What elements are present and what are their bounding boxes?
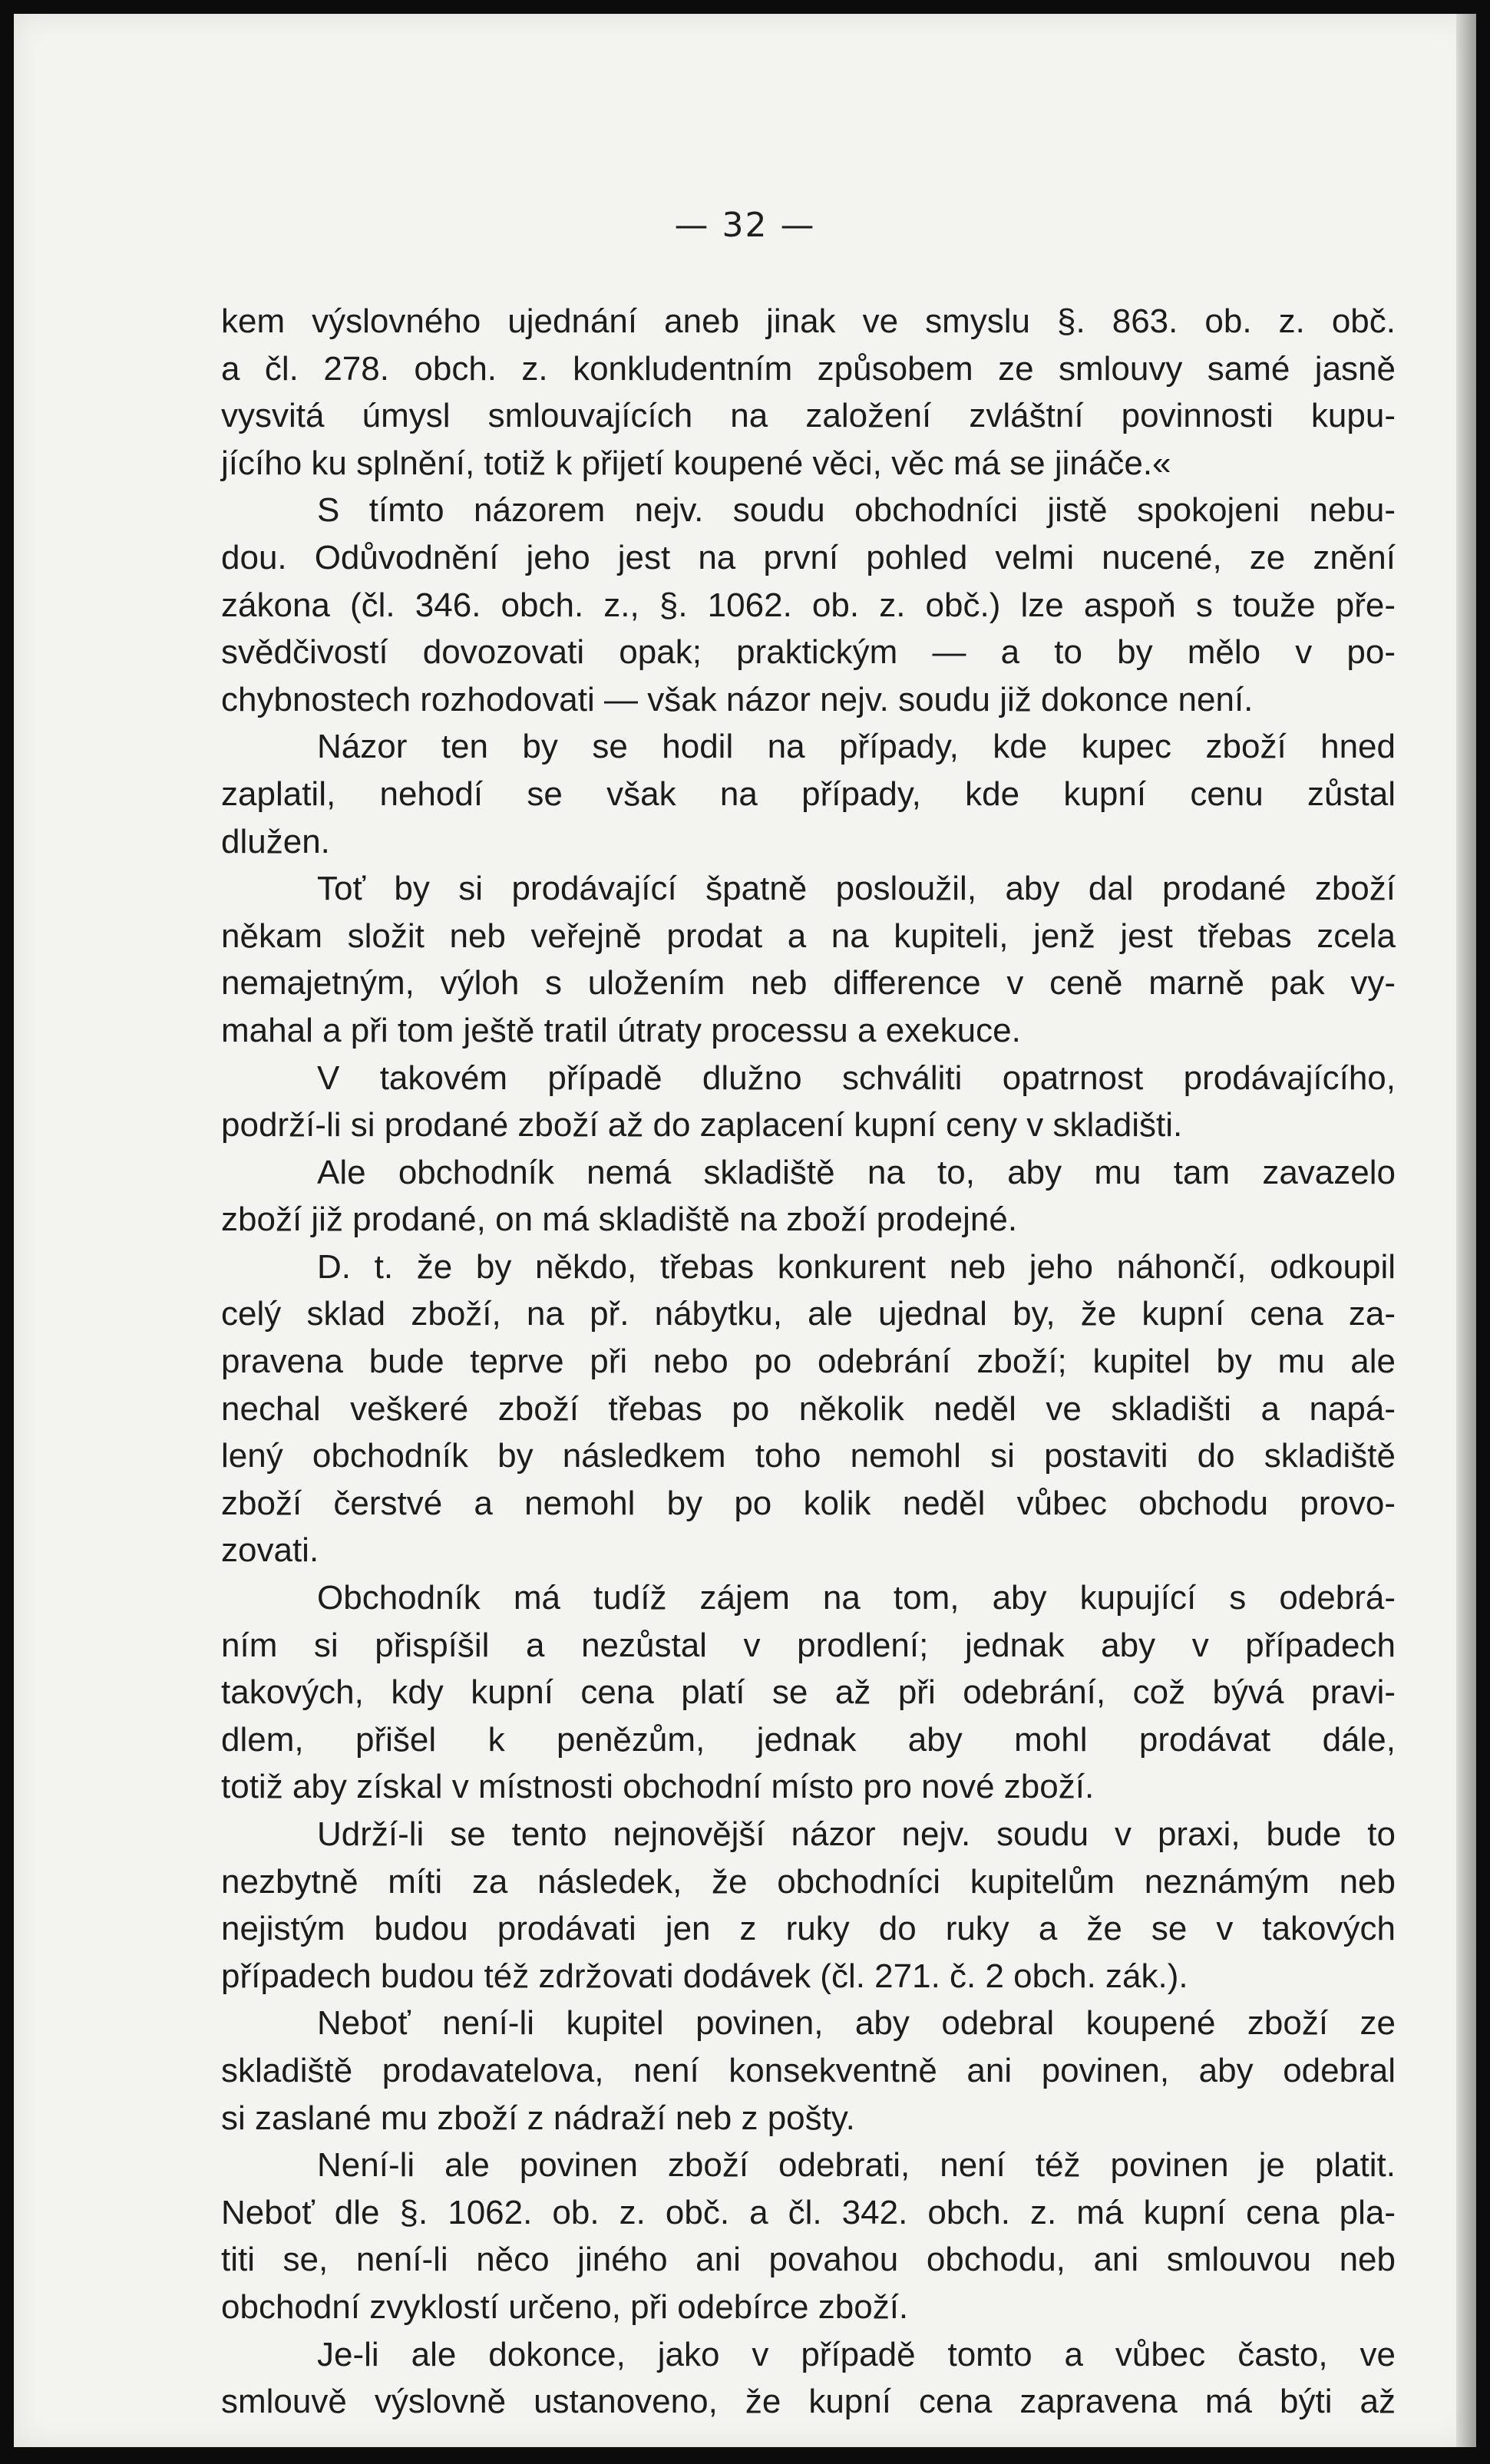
text-line: někam složit neb veřejně prodat a na kupiteli, jenž jest třebas zcela: [221, 917, 1396, 955]
text-line: takových, kdy kupní cena platí se až při odebrání, což bývá pravi-: [221, 1673, 1396, 1712]
text-line: smlouvě výslovně ustanoveno, že kupní cena zapravena má býti až: [221, 2383, 1396, 2421]
text-line: zboží čerstvé a nemohl by po kolik neděl vůbec obchodu provo-: [221, 1484, 1396, 1522]
text-line: skladiště prodavatelova, není konsekventně ani povinen, aby odebral: [221, 2051, 1396, 2089]
text-line: obchodní zvyklostí určeno, při odebírce zboží.: [221, 2287, 909, 2326]
text-line: vysvitá úmysl smlouvajících na založení zvláštní povinnosti kupu-: [221, 397, 1396, 435]
text-line: Neboť není-li kupitel povinen, aby odebral koupené zboží ze: [317, 2004, 1396, 2043]
text-line: Neboť dle §. 1062. ob. z. obč. a čl. 342. obch. z. má kupní cena pla-: [221, 2193, 1396, 2231]
text-line: svědčivostí dovozovati opak; praktickým — a to by mělo v po-: [221, 633, 1396, 672]
text-line: Ale obchodník nemá skladiště na to, aby mu tam zavazelo: [317, 1153, 1396, 1191]
text-line: lený obchodník by následkem toho nemohl si postaviti do skladiště: [221, 1437, 1396, 1475]
text-line: zovati.: [221, 1531, 319, 1570]
text-line: dlem, přišel k penězům, jednak aby mohl prodávat dále,: [221, 1720, 1396, 1759]
text-line: nemajetným, výloh s uložením neb difference v ceně marně pak vy-: [221, 964, 1396, 1002]
text-line: Udrží-li se tento nejnovější názor nejv. soudu v praxi, bude to: [317, 1815, 1396, 1853]
text-line: Není-li ale povinen zboží odebrati, není též povinen je platit.: [317, 2146, 1396, 2185]
text-line: zaplatil, nehodí se však na případy, kde kupní cenu zůstal: [221, 775, 1396, 813]
text-line: chybnostech rozhodovati — však názor nejv. soudu již dokonce není.: [221, 680, 1254, 718]
text-line: celý sklad zboží, na př. nábytku, ale ujednal by, že kupní cena za-: [221, 1295, 1396, 1333]
text-line: mahal a při tom ještě tratil útraty processu a exekuce.: [221, 1011, 1021, 1049]
text-line: kem výslovného ujednání aneb jinak ve smyslu §. 863. ob. z. obč.: [221, 302, 1396, 340]
text-line: pravena bude teprve při nebo po odebrání zboží; kupitel by mu ale: [221, 1343, 1396, 1381]
text-line: Toť by si prodávající špatně posloužil, aby dal prodané zboží: [317, 870, 1396, 908]
text-line: podrží-li si prodané zboží až do zaplacení kupní ceny v skladišti.: [221, 1106, 1183, 1144]
text-line: Obchodník má tudíž zájem na tom, aby kupující s odebrá-: [317, 1579, 1396, 1617]
text-line: nezbytně míti za následek, že obchodníci kupitelům neznámým neb: [221, 1862, 1396, 1901]
page-edge-shadow: [1456, 14, 1476, 2447]
page-number: — 32 —: [674, 206, 816, 245]
text-line: S tímto názorem nejv. soudu obchodníci jistě spokojeni nebu-: [317, 491, 1396, 530]
text-line: dlužen.: [221, 822, 330, 860]
text-line: dou. Odůvodnění jeho jest na první pohled velmi nucené, ze znění: [221, 538, 1396, 576]
text-line: D. t. že by někdo, třebas konkurent neb jeho náhončí, odkoupil: [317, 1247, 1396, 1286]
text-line: si zaslané mu zboží z nádraží neb z pošty.: [221, 2099, 855, 2137]
text-line: nechal veškeré zboží třebas po několik neděl ve skladišti a napá-: [221, 1389, 1396, 1428]
text-line: Názor ten by se hodil na případy, kde kupec zboží hned: [317, 728, 1396, 766]
scanned-page: [14, 14, 1476, 2447]
text-line: nejistým budou prodávati jen z ruky do ruky a že se v takových: [221, 1910, 1396, 1948]
text-line: zákona (čl. 346. obch. z., §. 1062. ob. z. obč.) lze aspoň s touže pře-: [221, 586, 1396, 624]
text-line: případech budou též zdržovati dodávek (čl. 271. č. 2 obch. zák.).: [221, 1957, 1188, 1995]
text-line: Je-li ale dokonce, jako v případě tomto a vůbec často, ve: [317, 2335, 1396, 2373]
body-text: [221, 298, 1396, 2426]
text-line: jícího ku splnění, totiž k přijetí koupené věci, věc má se jináče.«: [221, 444, 1171, 482]
text-line: a čl. 278. obch. z. konkludentním způsobem ze smlouvy samé jasně: [221, 349, 1396, 388]
text-line: ním si přispíšil a nezůstal v prodlení; jednak aby v případech: [221, 1626, 1396, 1664]
text-line: zboží již prodané, on má skladiště na zboží prodejné.: [221, 1201, 1018, 1239]
text-line: V takovém případě dlužno schváliti opatrnost prodávajícího,: [317, 1059, 1396, 1097]
text-line: titi se, není-li něco jiného ani povahou obchodu, ani smlouvou neb: [221, 2241, 1396, 2279]
text-line: totiž aby získal v místnosti obchodní místo pro nové zboží.: [221, 1768, 1095, 1806]
